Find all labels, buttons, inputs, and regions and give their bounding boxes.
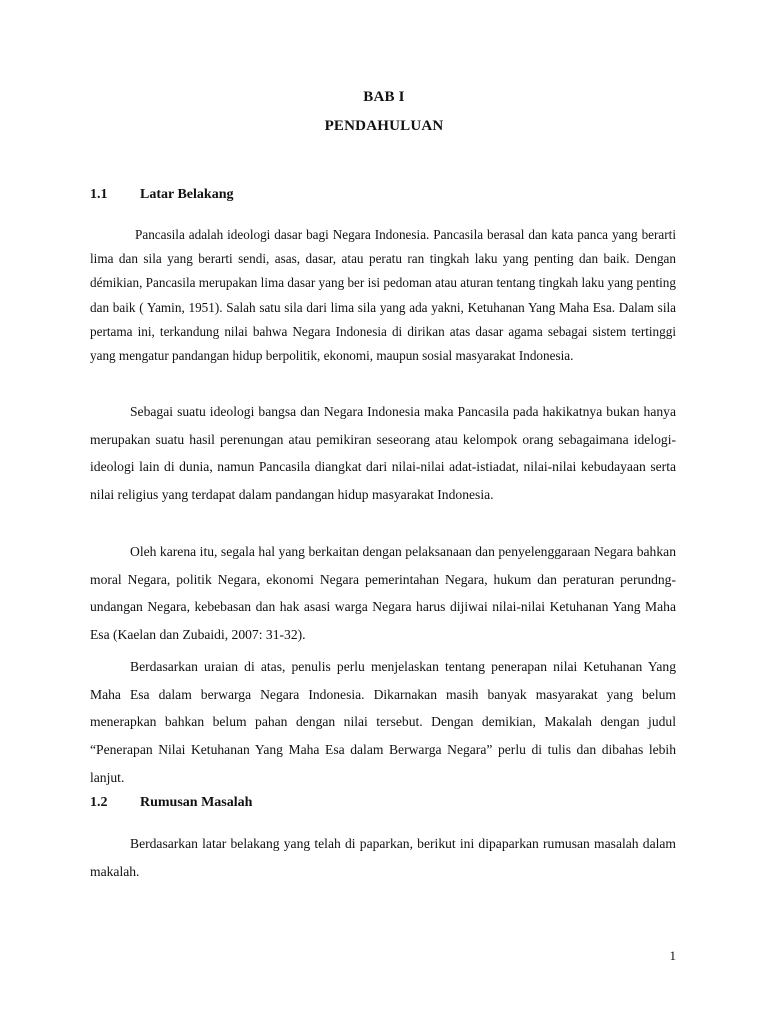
section-title: Latar Belakang bbox=[140, 187, 234, 202]
page-number: 1 bbox=[669, 948, 676, 963]
paragraph-ideology: Sebagai suatu ideologi bangsa dan Negara Indonesia maka Pancasila pada hakikatnya bukan hanya merupakan suatu hasil perenungan atau pemikiran seseorang atau kelompok orang sebagaimana idelogi-ideologi lain di dunia, namun Pancasila diangkat dari nilai-nilai adat-istiadat, nilai-nilai kebudayaan serta nilai religius yang terdapat dalam pandangan hidup masyarakat Indonesia. bbox=[90, 404, 676, 503]
chapter-title: PENDAHULUAN bbox=[324, 118, 444, 134]
section-number: 1.1 bbox=[90, 187, 108, 202]
section-heading-latar-belakang bbox=[90, 187, 233, 203]
paragraph-pancasila-definition: Pancasila adalah ideologi dasar bagi Negara Indonesia. Pancasila berasal dan kata panca yang berarti lima dan sila yang berarti sendi, asas, dasar, atau peratu ran tingkah laku yang penting dan baik. Dengan démikian, Pancasila merupakan lima dasar yang ber isi pedoman atau aturan tentang tingkah laku yang penting dan baik ( Yamin, 1951). Salah satu sila dari lima sila yang ada yakni, Ketuhanan Yang Maha Esa. Dalam sila pertama ini, terkandung nilai bahwa Negara Indonesia di dirikan atas dasar agama sebagai sistem tertinggi yang mengatur pandangan hidup berpolitik, ekonomi, maupun sosial masyarakat Indonesia. bbox=[90, 227, 676, 364]
section-number: 1.2 bbox=[90, 795, 108, 810]
paragraph-purpose: Berdasarkan uraian di atas, penulis perlu menjelaskan tentang penerapan nilai Ketuhanan Yang Maha Esa dalam berwarga Negara Indonesia. Dikarnakan masih banyak masyarakat yang belum menerapkan bahkan belum pahan dengan nilai tersebut. Dengan demikian, Makalah dengan judul “Penerapan Nilai Ketuhanan Yang Maha Esa dalam Berwarga Negara” perlu di tulis dan dibahas lebih lanjut. bbox=[90, 659, 676, 785]
section-title: Rumusan Masalah bbox=[140, 795, 253, 810]
paragraph-problem-statement: Berdasarkan latar belakang yang telah di paparkan, berikut ini dipaparkan rumusan masalah dalam makalah. bbox=[90, 836, 676, 879]
section-heading-rumusan-masalah bbox=[90, 795, 252, 811]
paragraph-state-values: Oleh karena itu, segala hal yang berkaitan dengan pelaksanaan dan penyelenggaraan Negara bahkan moral Negara, politik Negara, ekonomi Negara pemerintahan Negara, hukum dan peraturan perundng-undangan Negara, kebebasan dan hak asasi warga Negara harus dijiwai nilai-nilai Ketuhanan Yang Maha Esa (Kaelan dan Zubaidi, 2007: 31-32). bbox=[90, 544, 676, 643]
chapter-number: BAB I bbox=[363, 89, 405, 105]
